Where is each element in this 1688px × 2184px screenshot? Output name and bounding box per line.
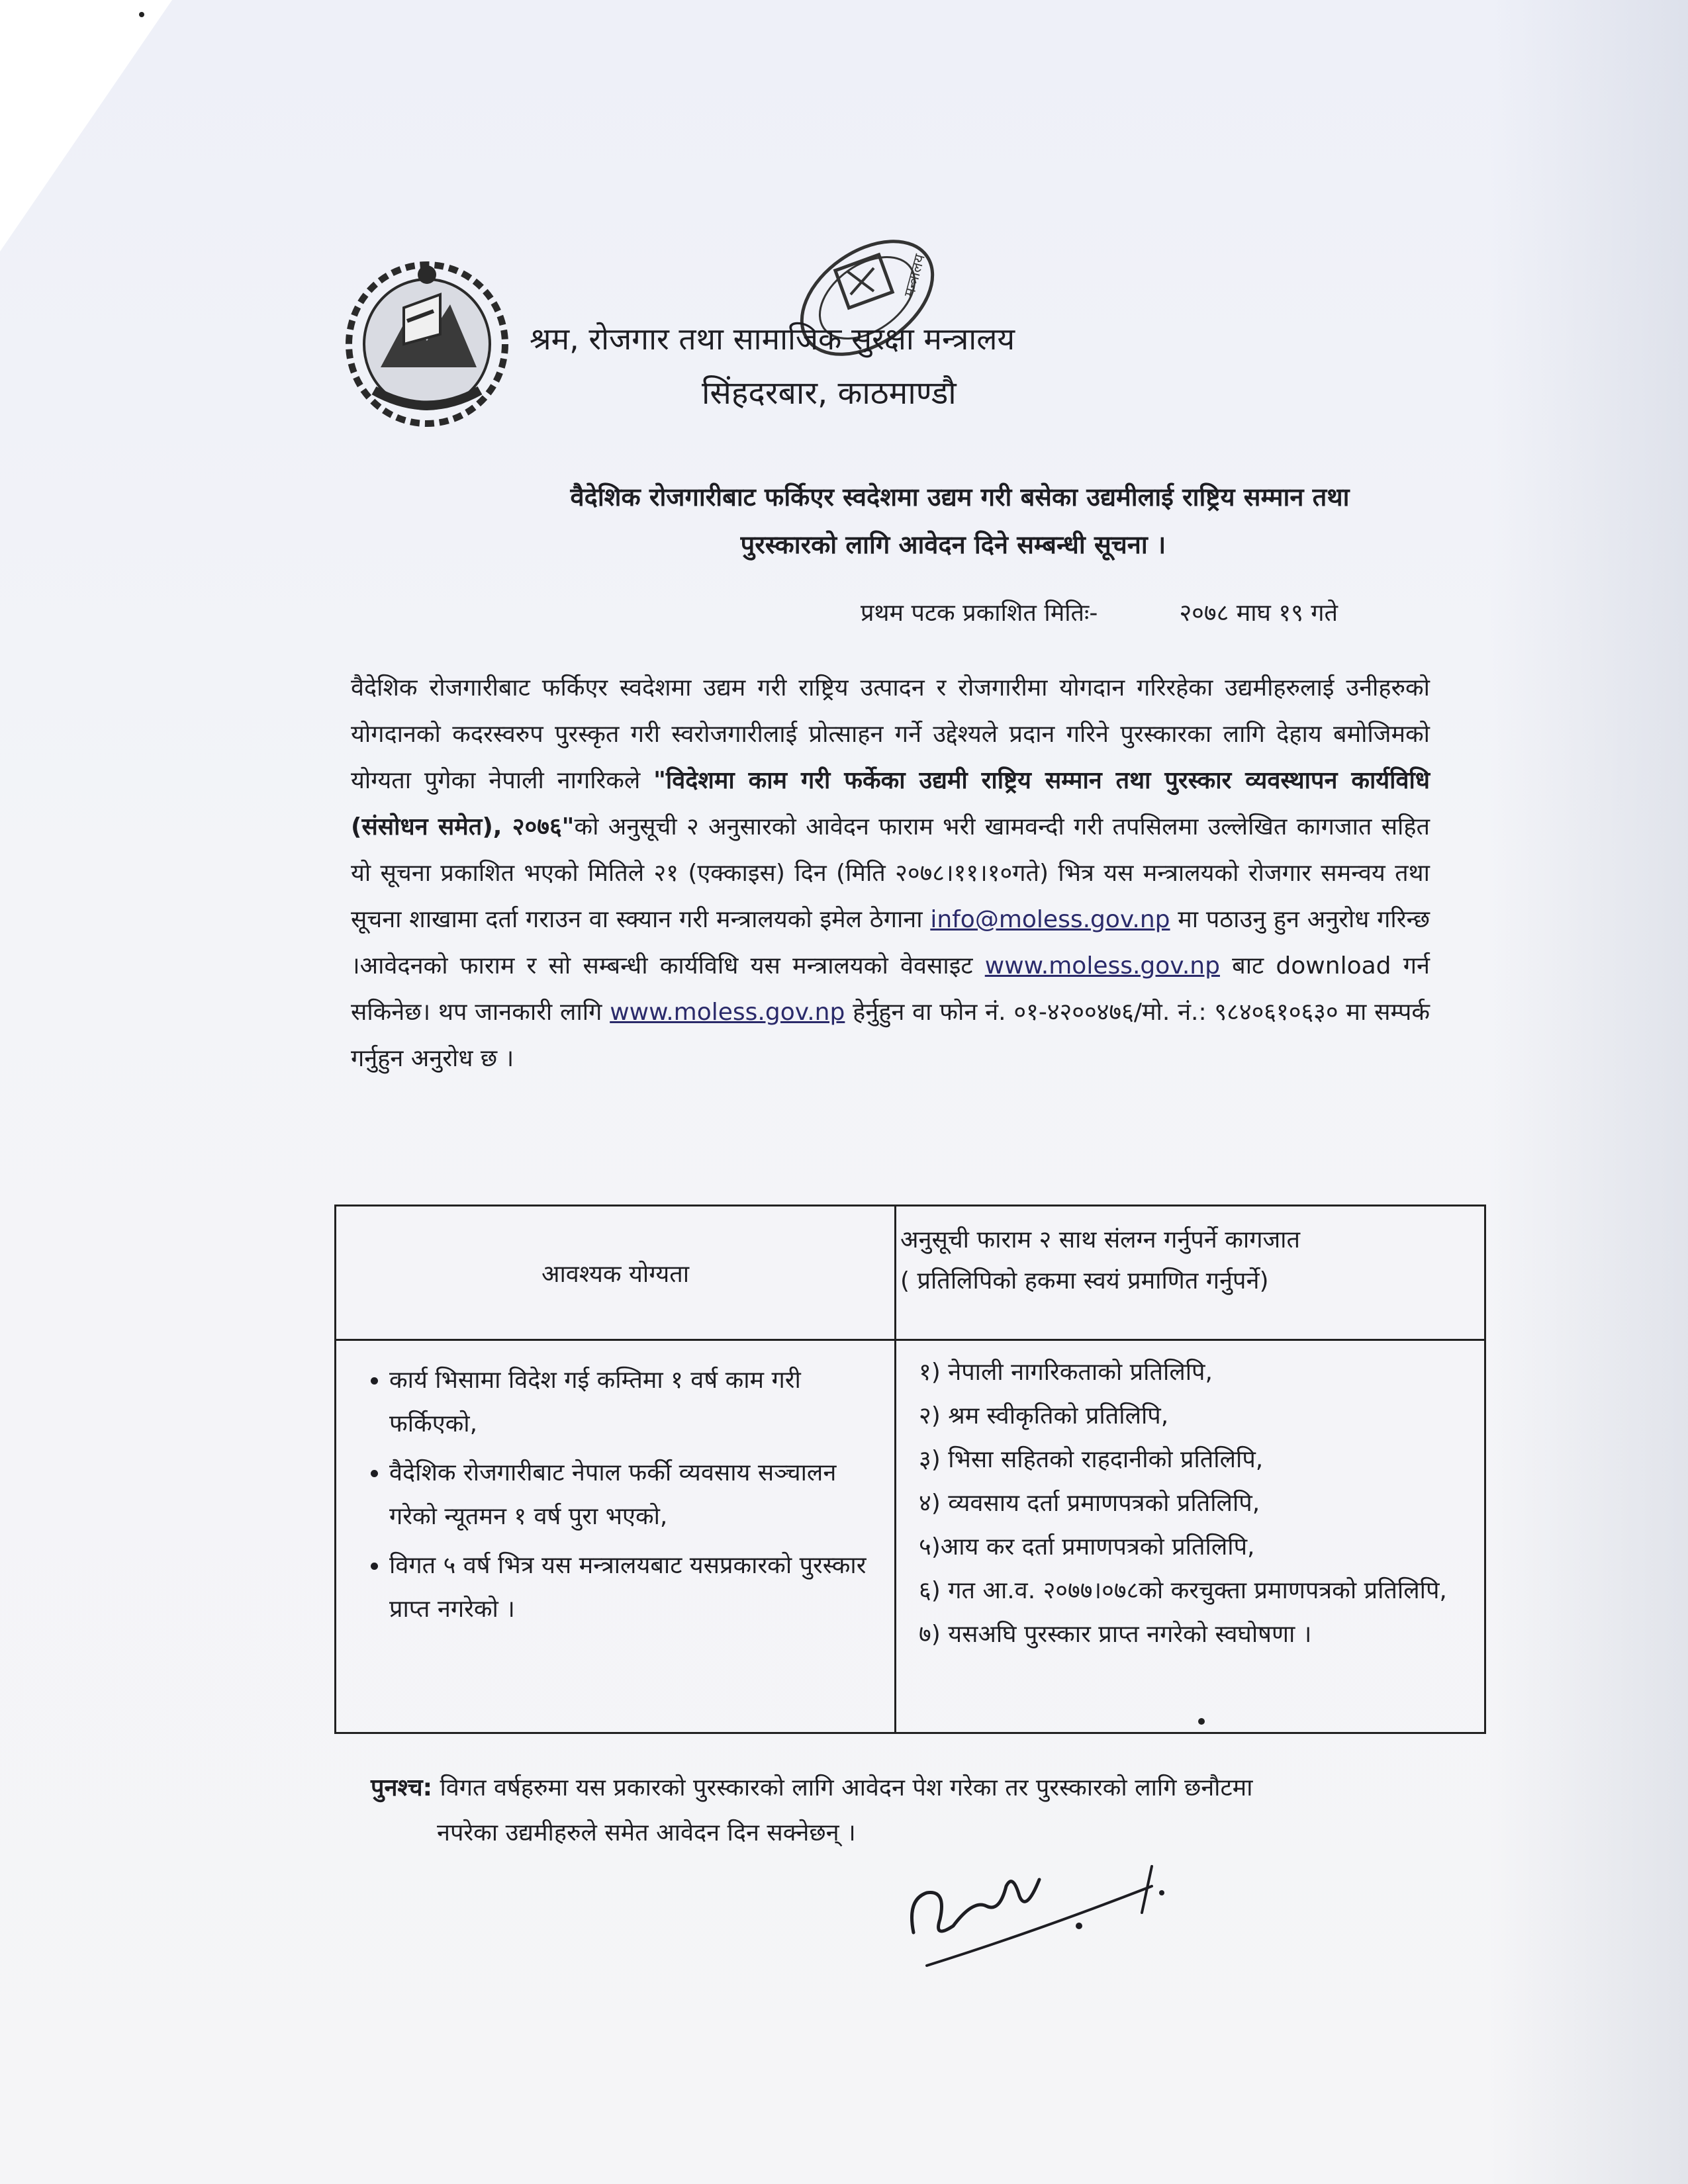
document-item: २) श्रम स्वीकृतिको प्रतिलिपि, [919,1402,1169,1430]
body-text-part4: बाट download गर्न सकिनेछ। थप जानकारी लागि [351,952,1430,1026]
table-header-documents-line2: ( प्रतिलिपिको हकमा स्वयं प्रमाणित गर्नुपर्ने) [900,1267,1269,1295]
email-link[interactable]: info@moless.gov.np [930,906,1170,933]
document-item: ६) गत आ.व. २०७७।०७८को करचुक्ता प्रमाणपत्रको प्रतिलिपि, [919,1577,1447,1604]
document-item: ३) भिसा सहितको राहदानीको प्रतिलिपि, [919,1446,1264,1473]
documents-list-cell [919,1351,1475,1657]
publication-date-label: प्रथम पटक प्रकाशित मितिः- [861,600,1098,627]
handwritten-signature [900,1833,1205,1979]
svg-text:मन्त्रालय: मन्त्रालय [901,252,929,299]
document-item: ५)आय कर दर्ता प्रमाणपत्रको प्रतिलिपि, [919,1533,1255,1561]
publication-date-value: २०७८ माघ १९ गते [1179,600,1338,627]
ministry-seal-stamp [774,199,973,397]
page-corner-fold [0,0,172,251]
website-link-2[interactable]: www.moless.gov.np [610,999,845,1026]
body-bold-procedure-name: "विदेशमा काम गरी फर्केका उद्यमी राष्ट्रिय सम्मान तथा पुरस्कार व्यवस्थापन कार्यविधि (संसोधन समेत), २०७६" [351,767,1430,841]
notice-title-line1: वैदेशिक रोजगारीबाट फर्किएर स्वदेशमा उद्यम गरी बसेका उद्यमीलाई राष्ट्रिय सम्मान तथा [570,482,1350,512]
ministry-address: सिंहदरबार, काठमाण्डौ [702,375,957,412]
ink-speck [1198,1718,1205,1725]
table-header-qualification: आवश्यक योग्यता [541,1260,690,1288]
qualification-item: • कार्य भिसामा विदेश गई कम्तिमा १ वर्ष काम गरी फर्किएको, [389,1359,886,1446]
website-link-1[interactable]: www.moless.gov.np [984,952,1220,979]
postscript-line2: नपरेका उद्यमीहरुले समेत आवेदन दिन सक्नेछन् । [437,1819,856,1846]
table-header-documents [896,1220,1483,1302]
table-header-documents-line1: अनुसूची फाराम २ साथ संलग्न गर्नुपर्ने कागजात [900,1226,1301,1253]
document-item: ४) व्यवसाय दर्ता प्रमाणपत्रको प्रतिलिपि, [919,1490,1260,1517]
nepal-emblem-icon [341,255,513,433]
qualification-list-cell [350,1359,886,1637]
body-text-part3: मा पठाउनु हुन अनुरोध गरिन्छ ।आवेदनको फाराम र सो सम्बन्धी कार्यविधि यस मन्त्रालयको वेवसाइट [351,906,1430,979]
requirements-table [334,1205,1486,1734]
page-edge-shadow [1489,0,1688,2184]
ministry-name: श्रम, रोजगार तथा सामाजिक सुरक्षा मन्त्रालय [530,321,1015,357]
document-item: ७) यसअघि पुरस्कार प्राप्त नगरेको स्वघोषणा । [919,1621,1312,1648]
body-text-part1: वैदेशिक रोजगारीबाट फर्किएर स्वदेशमा उद्यम गरी राष्ट्रिय उत्पादन र रोजगारीमा योगदान गरिरहेका उद्यमीहरुलाई उनीहरुको योगदानको कदरस्वरुप पुरस्कृत गरी स्वरोजगारीलाई प्रोत्साहन गर्ने उद्देश्यले प्रदान गरिने पुरस्कारका लागि देहाय बमोजिमको योग्यता पुगेका नेपाली नागरिकले [351,674,1430,794]
document-item: १) नेपाली नागरिकताको प्रतिलिपि, [919,1359,1213,1386]
publication-date-row [861,596,1456,628]
qualification-list [350,1359,886,1631]
postscript-line1: विगत वर्षहरुमा यस प्रकारको पुरस्कारको लागि आवेदन पेश गरेका तर पुरस्कारको लागि छनौटमा [432,1774,1253,1801]
qualification-item: • वैदेशिक रोजगारीबाट नेपाल फर्की व्यवसाय सञ्चालन गरेको न्यूतमन १ वर्ष पुरा भएको, [389,1451,886,1539]
notice-body-paragraph [351,665,1430,1082]
qualification-item: • विगत ५ वर्ष भित्र यस मन्त्रालयबाट यसप्रकारको पुरस्कार प्राप्त नगरेको । [389,1544,886,1631]
notice-title-line2: पुरस्कारको लागि आवेदन दिने सम्बन्धी सूचना । [740,530,1166,559]
body-text-part2: को अनुसूची २ अनुसारको आवेदन फाराम भरी खामवन्दी गरी तपसिलमा उल्लेखित कागजात सहित यो सूचना प्रकाशित भएको मितिले २१ (एक्काइस) दिन (मिति २०७८।११।१०गते) भित्र यस मन्त्रालयको रोजगार समन्वय तथा सूचना शाखामा दर्ता गराउन वा स्क्यान गरी मन्त्रालयको इमेल ठेगाना [351,813,1430,933]
postscript-label: पुनश्च: [371,1774,432,1801]
table-header-divider [336,1339,1484,1341]
body-text-part5: हेर्नुहुन वा फोन नं. ०१-४२००४७६/मो. नं.: ९८४०६१०६३० मा सम्पर्क गर्नुहुन अनुरोध छ । [351,999,1430,1072]
ink-speck [139,12,144,17]
